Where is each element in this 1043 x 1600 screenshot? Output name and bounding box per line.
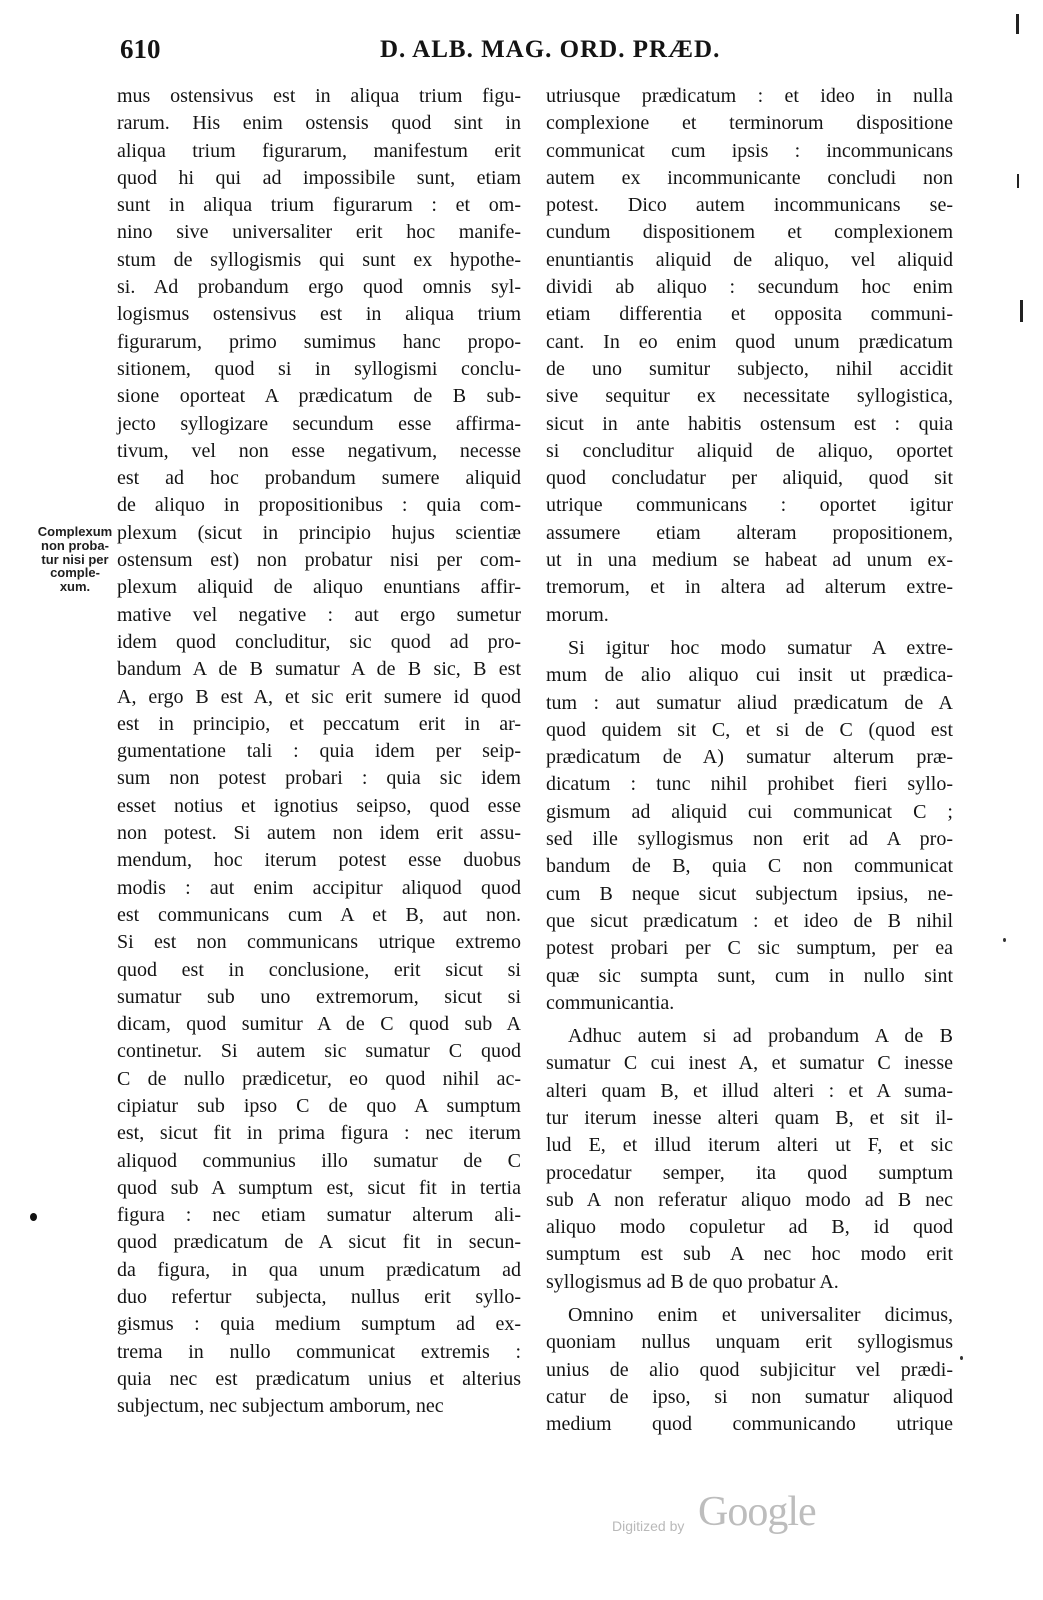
margin-note-line: comple-	[50, 565, 100, 581]
scan-edge-mark	[1020, 300, 1023, 322]
text-line: quoniam nullus unquam erit syllogismus	[546, 1331, 953, 1354]
text-line: est ad hoc probandum sumere aliquid	[117, 467, 521, 490]
text-line: communicantia.	[546, 991, 675, 1014]
text-line: non potest. Si autem non idem erit assu-	[117, 822, 521, 845]
text-line: aliquod communius illo sumatur de C	[117, 1149, 521, 1172]
text-line: potest. Dico autem incommunicans se-	[546, 194, 953, 217]
margin-bullet	[30, 1213, 37, 1221]
text-line: quod sub A sumptum est, sicut fit in tertia	[117, 1176, 521, 1199]
text-line: autem ex incommunicante concludi non	[546, 166, 953, 189]
text-line: sub A non referatur aliquo modo ad B nec	[546, 1188, 953, 1211]
text-line: logismus ostensivus est in aliqua trium	[117, 303, 521, 326]
text-line: esset notius et ignotius seipso, quod esse	[117, 794, 521, 817]
text-line: gismus : quia medium sumptum ad ex-	[117, 1313, 521, 1336]
text-line: medium quod communicando utrique	[546, 1413, 953, 1436]
text-line: prædicatum de A) sumatur alterum præ-	[546, 746, 953, 769]
text-line: C de nullo prædicetur, eo quod nihil ac-	[117, 1067, 521, 1090]
digitized-by-text: Digitized by	[612, 1518, 685, 1534]
text-line: alteri quam B, et illud alteri : et A suma-	[546, 1079, 953, 1102]
text-line: sumatur sub uno extremorum, sicut si	[117, 985, 521, 1008]
text-line: idem quod concluditur, sic quod ad pro-	[117, 630, 521, 653]
text-line: dicam, quod sumitur A de C quod sub A	[117, 1013, 521, 1036]
text-line: sicut in ante habitis ostensum est : quia	[546, 412, 953, 435]
text-line: Si igitur hoc modo sumatur A extre-	[568, 636, 953, 659]
text-line: cant. In eo enim quod unum prædicatum	[546, 330, 953, 353]
text-line: Adhuc autem si ad probandum A de B	[568, 1025, 953, 1048]
text-line: etiam differentia et opposita communi-	[546, 303, 953, 326]
margin-note-line: Complexum	[37, 524, 113, 539]
text-line: bandum A de B sumatur A de B sic, B est	[117, 658, 521, 681]
text-line: tur iterum inesse alteri quam B, et sit il-	[546, 1106, 953, 1129]
page-number: 610	[120, 34, 161, 64]
text-line: si concluditur aliquid de aliquo, oportet	[546, 439, 953, 462]
text-line: subjectum, nec subjectum amborum, nec	[117, 1395, 444, 1418]
text-line: aliqua trium figurarum, manifestum erit	[117, 139, 521, 162]
text-line: enuntiantis aliquid de aliquo, vel aliquid	[546, 248, 953, 271]
text-line: da figura, in qua unum prædicatum ad	[117, 1258, 521, 1281]
text-line: quod concludatur per aliquid, quod sit	[546, 467, 953, 490]
text-line: sumatur C cui inest A, et sumatur C inesse	[546, 1052, 953, 1075]
text-line: ut in una medium se habeat ad unum ex-	[546, 549, 953, 572]
text-line: Si est non communicans utrique extremo	[117, 931, 521, 954]
text-line: est in principio, et peccatum erit in ar-	[117, 712, 521, 735]
margin-note	[29, 525, 121, 594]
margin-note-line: xum.	[59, 579, 91, 595]
text-line: utrique communicans : oportet igitur	[546, 494, 953, 517]
scan-edge-mark	[1016, 14, 1019, 34]
text-line: assumere etiam alteram propositionem,	[546, 521, 953, 544]
margin-note-line: non proba-	[41, 537, 109, 553]
text-line: dividi ab aliquo : secundum hoc enim	[546, 276, 953, 299]
text-line: cum B neque sicut subjectum ipsius, ne-	[546, 882, 953, 905]
text-line: sitionem, quod si in syllogismi conclu-	[117, 357, 521, 380]
text-line: gismum ad aliquid cui communicat C ;	[546, 800, 953, 823]
text-line: A, ergo B est A, et sic erit sumere id quod	[117, 685, 521, 708]
text-line: stum de syllogismis qui sunt ex hypothe-	[117, 248, 521, 271]
text-line: rarum. His enim ostensis quod sint in	[117, 112, 521, 135]
left-column	[117, 83, 521, 1421]
text-line: dicatum : tunc nihil prohibet fieri syllo-	[546, 773, 953, 796]
scan-speck	[960, 1356, 963, 1360]
margin-note-line: tur nisi per	[41, 551, 109, 567]
text-line: quod quidem sit C, et si de C (quod est	[546, 718, 953, 741]
text-line: quia nec est prædicatum unius et alterius	[117, 1367, 521, 1390]
text-line: mative vel negative : aut ergo sumetur	[117, 603, 521, 626]
text-line: si. Ad probandum ergo quod omnis syl-	[117, 276, 521, 299]
page-header	[0, 34, 1043, 74]
google-logo: Google	[698, 1489, 816, 1535]
text-line: cipiatur sub ipso C de quo A sumptum	[117, 1094, 521, 1117]
text-line: plexum aliquid de aliquo enuntians affir-	[117, 576, 521, 599]
text-line: unius de alio quod subjicitur vel prædi-	[546, 1358, 953, 1381]
text-line: mum de alio aliquo cui insit ut prædica-	[546, 664, 953, 687]
text-line: est, sicut fit in prima figura : nec iterum	[117, 1122, 521, 1145]
text-line: que sicut prædicatum : et ideo de B nihil	[546, 909, 953, 932]
text-line: quod est in conclusione, erit sicut si	[117, 958, 521, 981]
text-line: figurarum, primo sumimus hanc propo-	[117, 330, 521, 353]
text-line: aliquo modo copuletur ad B, id quod	[546, 1216, 953, 1239]
text-line: tivum, vel non esse negativum, necesse	[117, 439, 521, 462]
text-line: utriusque prædicatum : et ideo in nulla	[546, 85, 953, 107]
text-line: tum : aut sumatur aliud prædicatum de A	[546, 691, 953, 714]
text-line: quod hi qui ad impossibile sunt, etiam	[117, 166, 521, 189]
text-line: duo refertur subjecta, nullus erit syllo-	[117, 1286, 521, 1309]
scan-edge-mark	[1017, 174, 1019, 188]
right-column	[546, 83, 953, 1439]
text-line: sunt in aliqua trium figurarum : et om-	[117, 194, 521, 217]
text-line: plexum (sicut in principio hujus scientiæ	[117, 521, 521, 544]
text-line: est communicans cum A et B, aut non.	[117, 903, 521, 926]
text-line: gumentatione tali : quia idem per seip-	[117, 740, 521, 763]
text-line: complexione et terminorum dispositione	[546, 112, 953, 135]
text-line: sive sequitur ex necessitate syllogistica,	[546, 385, 953, 408]
text-line: Omnino enim et universaliter dicimus,	[568, 1304, 953, 1327]
text-line: figura : nec etiam sumatur alterum ali-	[117, 1204, 521, 1227]
text-line: quæ sic sumpta sunt, cum in nullo sint	[546, 964, 953, 987]
text-line: jecto syllogizare secundum esse affirma-	[117, 412, 521, 435]
text-line: sumptum est sub A nec hoc modo erit	[546, 1243, 953, 1266]
text-line: mus ostensivus est in aliqua trium figu-	[117, 85, 521, 107]
text-line: cundum dispositionem et complexionem	[546, 221, 953, 244]
text-line: sum non potest probari : quia sic idem	[117, 767, 521, 790]
text-line: syllogismus ad B de quo probatur A.	[546, 1270, 839, 1293]
text-line: de aliquo in propositionibus : quia com-	[117, 494, 521, 517]
text-line: quod prædicatum de A sicut fit in secun-	[117, 1231, 521, 1254]
text-line: procedatur semper, ita quod sumptum	[546, 1161, 953, 1184]
text-line: potest probari per C sic sumptum, per ea	[546, 937, 953, 960]
text-line: catur de ipso, si non sumatur aliquod	[546, 1385, 953, 1408]
text-line: sione oporteat A prædicatum de B sub-	[117, 385, 521, 408]
text-line: morum.	[546, 603, 609, 626]
running-title: D. ALB. MAG. ORD. PRÆD.	[380, 36, 721, 63]
text-line: bandum de B, quia C non communicat	[546, 855, 953, 878]
scan-speck	[1003, 938, 1006, 942]
text-line: ostensum est) non probatur nisi per com-	[117, 549, 521, 572]
text-line: lud E, et illud iterum alteri ut F, et sic	[546, 1134, 953, 1157]
text-line: trema in nullo communicat extremis :	[117, 1340, 521, 1363]
text-line: continetur. Si autem sic sumatur C quod	[117, 1040, 521, 1063]
text-line: de uno sumitur subjecto, nihil accidit	[546, 357, 953, 380]
text-line: mendum, hoc iterum potest esse duobus	[117, 849, 521, 872]
text-line: communicat cum ipsis : incommunicans	[546, 139, 953, 162]
text-line: modis : aut enim accipitur aliquod quod	[117, 876, 521, 899]
text-line: tremorum, et in altera ad alterum extre-	[546, 576, 953, 599]
text-line: nino sive universaliter erit hoc manife-	[117, 221, 521, 244]
text-line: sed ille syllogismus non erit ad A pro-	[546, 828, 953, 851]
